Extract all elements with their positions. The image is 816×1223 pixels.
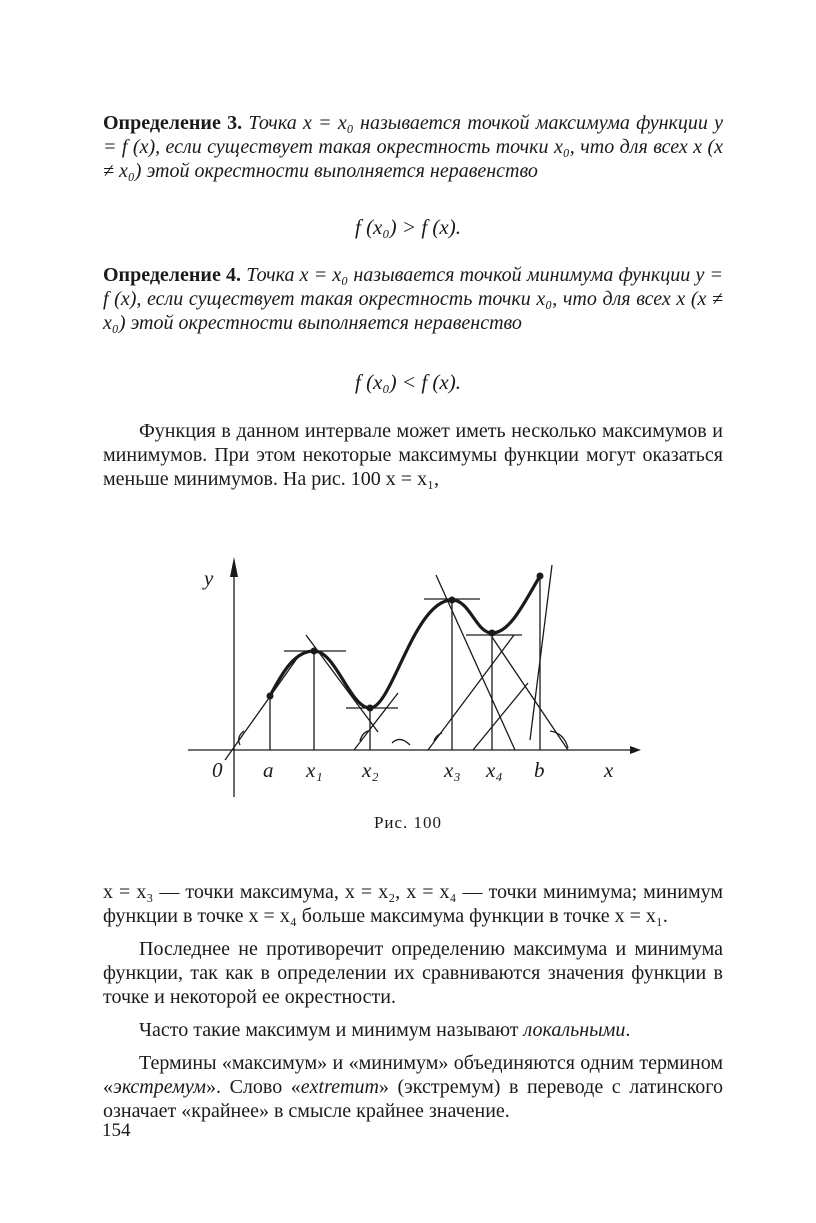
paragraph-4 xyxy=(103,1018,723,1042)
label-x3: x₃ xyxy=(444,758,461,782)
label-b: b xyxy=(534,758,545,782)
angle-arc-3 xyxy=(392,739,410,745)
paragraph-5-emphasis-2: extremum xyxy=(300,1076,379,1098)
point-x4 xyxy=(489,630,496,637)
point-x1 xyxy=(311,648,318,655)
definition-4-text: Точка x = x₀ называется точкой минимума функции y = f (x), если существует такая окрестность точки x₀, что для всех x (x ≠ x₀) этой окрестности выполняется неравенство xyxy=(103,264,724,334)
paragraph-1 xyxy=(103,419,723,500)
label-x1: x₁ xyxy=(306,758,323,782)
definition-4-label: Определение 4. xyxy=(103,264,242,286)
point-b xyxy=(537,573,544,580)
label-origin: 0 xyxy=(212,758,223,782)
definition-3-label: Определение 3. xyxy=(103,112,243,134)
page-number: 154 xyxy=(102,1120,131,1141)
formula-min-inequality: f (x₀) < f (x). xyxy=(354,370,461,394)
definition-3 xyxy=(103,111,723,183)
paragraph-3: Последнее не противоречит определению максимума и минимума функции, так как в определении их сравниваются значения функции в точке и некоторой ее окрестности. xyxy=(103,938,723,1008)
point-a xyxy=(267,693,274,700)
secant-6 xyxy=(473,683,528,750)
secant-8 xyxy=(530,565,552,740)
label-x4: x₄ xyxy=(486,758,503,782)
paragraph-5-part-3: » (экстремум) в переводе с латинского означает «крайнее» в смысле крайнее значение. xyxy=(103,1076,723,1122)
point-x3 xyxy=(449,597,456,604)
label-a: a xyxy=(263,758,274,782)
formula-max-inequality: f (x₀) > f (x). xyxy=(354,215,461,239)
paragraph-4-before: Часто такие максимум и минимум называют xyxy=(139,1019,524,1041)
paragraph-5-part-2: ». Слово « xyxy=(206,1076,301,1098)
definition-3-text: Точка x = x₀ называется точкой максимума функции y = f (x), если существует такая окрестность точки x₀, что для всех x (x ≠ x₀) этой окрестности выполняется неравенство xyxy=(103,112,724,182)
figure-100-graph xyxy=(170,545,650,810)
secant-1 xyxy=(225,657,298,760)
label-x2: x₂ xyxy=(362,758,379,782)
paragraph-5-emphasis-1: экстремум xyxy=(113,1076,207,1098)
label-x: x xyxy=(604,758,614,782)
x-axis-arrow xyxy=(630,746,641,754)
paragraph-2: x = x₃ — точки максимума, x = x₂, x = x₄ — точки минимума; минимум функции в точке x = x₄ больше максимума функции в точке x = x₁. xyxy=(103,881,723,927)
y-axis-arrow xyxy=(230,557,238,577)
definition-4 xyxy=(103,263,723,335)
figure-caption: Рис. 100 xyxy=(373,813,443,832)
point-x2 xyxy=(367,705,374,712)
paragraph-4-emphasis: локальными xyxy=(523,1019,626,1041)
label-y: y xyxy=(204,566,214,590)
paragraph-5 xyxy=(103,1051,723,1123)
body-text xyxy=(103,880,723,1132)
paragraph-5-part-1: Термины «максимум» и «минимум» объединяются одним термином « xyxy=(103,1052,723,1098)
secant-3 xyxy=(354,693,398,750)
paragraph-1-text: Функция в данном интервале может иметь несколько максимумов и минимумов. При этом некоторые максимумы функции могут оказаться меньше минимумов. На рис. 100 x = x₁, xyxy=(103,420,723,490)
paragraph-4-after: . xyxy=(625,1019,631,1041)
